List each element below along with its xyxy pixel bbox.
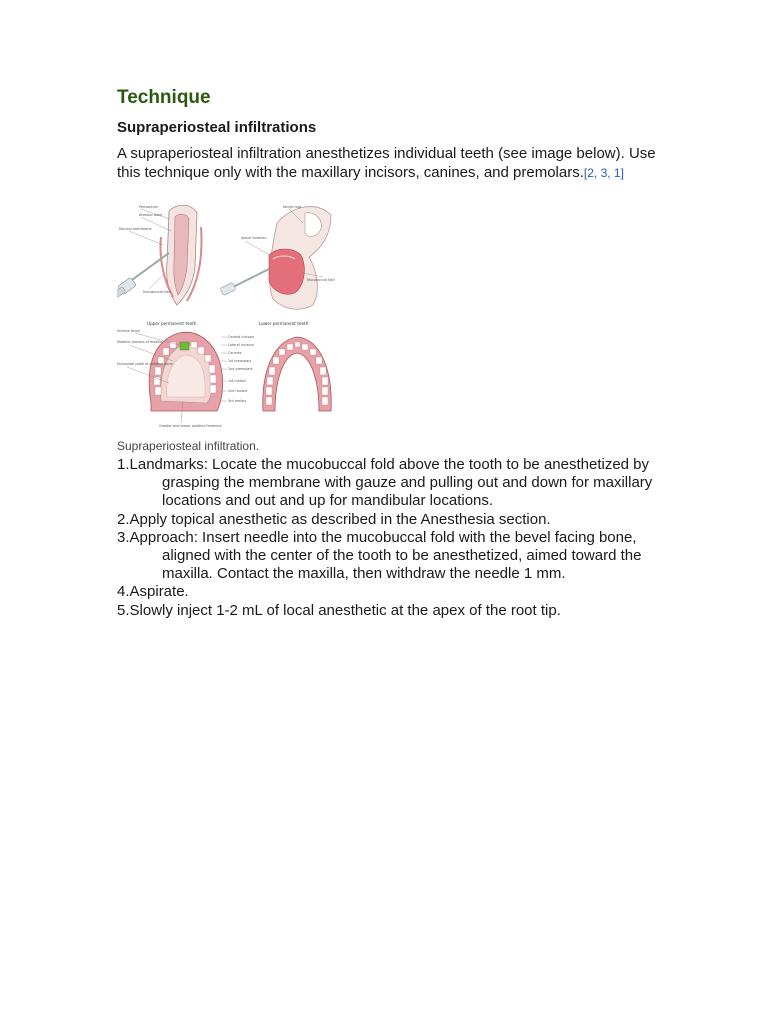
step-item: 3.Approach: Insert needle into the mucobuccal fold with the bevel facing bone, aligned with the center of the tooth to be anesthetized, aimed toward the maxilla. Contact the maxilla, then withdraw the needle 1 mm. bbox=[117, 528, 642, 583]
label-periosteum: Periosteum bbox=[139, 205, 159, 209]
label-horizontal-plate: Horizontal plate of palatine bone bbox=[117, 362, 173, 366]
step-item: 2.Apply topical anesthetic as described in the Anesthesia section. bbox=[117, 510, 551, 528]
upper-teeth-heading: Upper permanent teeth bbox=[147, 321, 197, 326]
label-2nd-molars: 2nd molars bbox=[228, 389, 248, 393]
lower-arch-figure bbox=[263, 337, 331, 411]
section-heading: Technique bbox=[117, 87, 211, 108]
label-1st-premolars: 1st premolars bbox=[228, 359, 252, 363]
subsection-heading: Supraperiosteal infiltrations bbox=[117, 119, 317, 136]
illustration-svg bbox=[117, 197, 337, 435]
label-incisive-fossa: Incisive fossa bbox=[117, 329, 140, 333]
label-mucobuccal-fold-left: Mucobuccal fold bbox=[143, 290, 171, 294]
step-item: 4.Aspirate. bbox=[117, 583, 189, 601]
intro-paragraph bbox=[117, 144, 657, 183]
upper-arch-figure bbox=[117, 329, 223, 428]
label-mucous-membrane: Mucous membrane bbox=[119, 227, 152, 231]
label-3rd-molars: 3rd molars bbox=[228, 399, 247, 403]
label-alveolar-bone: Alveolar bone bbox=[139, 213, 163, 217]
label-2nd-premolars: 2nd premolars bbox=[228, 367, 253, 371]
label-palatine-foramina: Greater and lesser palatine foramina bbox=[159, 424, 222, 428]
label-nerve-root: Nerve root bbox=[283, 205, 301, 209]
intro-text: A supraperiosteal infiltration anesthetizes individual teeth (see image below). Use this technique only with the maxillary incisors, canines, and premolars. bbox=[117, 145, 656, 181]
tooth-name-list bbox=[221, 335, 255, 403]
step-item: 1.Landmarks: Locate the mucobuccal fold above the tooth to be anesthetized by grasping the membrane with gauze and pulling out and down for maxillary locations and out and up for mandibular locations. bbox=[117, 456, 653, 510]
label-apical-foramen: Apical foramen bbox=[241, 236, 267, 240]
document-page bbox=[117, 86, 657, 620]
maxilla-injection-figure bbox=[220, 205, 335, 309]
label-1st-molars: 1st molars bbox=[228, 379, 246, 383]
tooth-cross-section-figure bbox=[117, 205, 201, 305]
injection-site-marker bbox=[180, 342, 189, 350]
label-central-incisors: Central incisors bbox=[228, 335, 255, 339]
dental-illustration bbox=[117, 197, 337, 435]
step-item: 5.Slowly inject 1-2 mL of local anesthetic at the apex of the root tip. bbox=[117, 601, 561, 619]
procedure-steps bbox=[117, 456, 657, 620]
label-mucobuccal-fold-right: Mucobuccal fold bbox=[307, 278, 335, 282]
label-canines: Canines bbox=[228, 351, 242, 355]
label-lateral-incisors: Lateral incisors bbox=[228, 343, 254, 347]
figure-caption: Supraperiosteal infiltration. bbox=[117, 439, 260, 453]
lower-teeth-heading: Lower permanent teeth bbox=[259, 321, 309, 326]
reference-link[interactable]: [2, 3, 1] bbox=[583, 166, 624, 180]
label-palatine-process: Palatine process of maxilla bbox=[117, 340, 163, 344]
